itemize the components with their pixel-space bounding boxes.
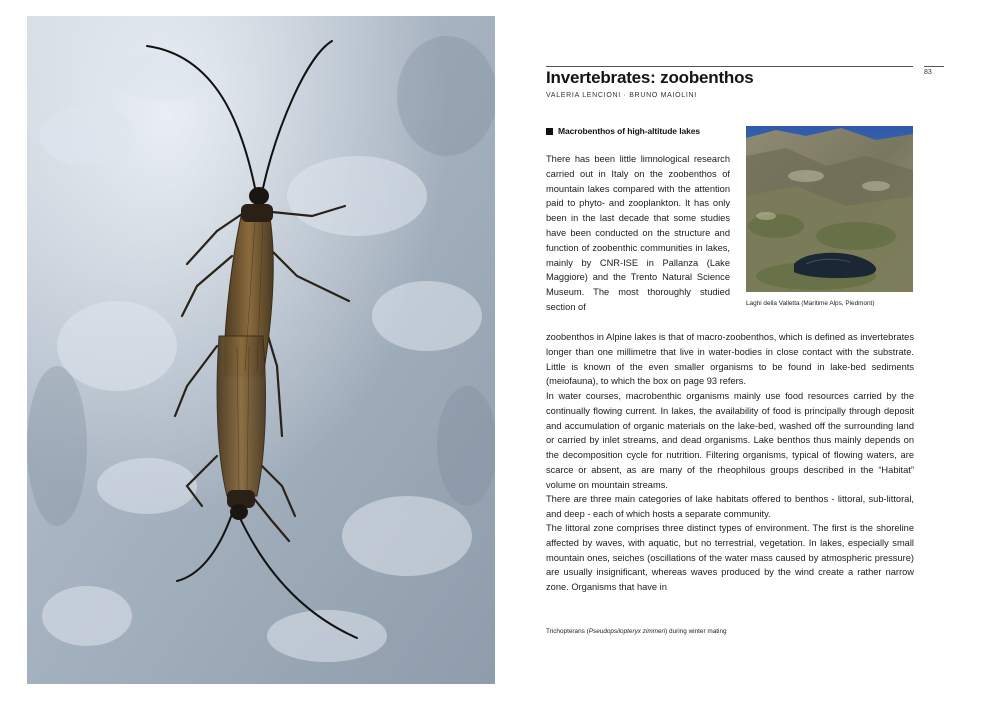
square-bullet-icon (546, 128, 553, 135)
section-heading-text: Macrobenthos of high-altitude lakes (558, 126, 700, 136)
insect-caption-suffix: ) during winter mating (665, 628, 727, 635)
body-paragraph-4: The littoral zone comprises three distinct types of environment. The first is the shoreline affected by waves, with aquatic, but no terrestrial, vegetation. In lakes, especially small mountain ones, seiches (oscillations of the water mass caused by atmospheric pressure) are usually insignificant, whereas waves produced by the wind create a rather narrow zone. Organisms that have in (546, 523, 914, 593)
body-paragraph-2: In water courses, macrobenthic organisms mainly use food resources carried by the continually flowing current. In lakes, the availability of food is principally through deposit and accumulation of organic materials on the lake-bed, washed off the surrounding land or carried by inlet streams, and dead organisms. Lake benthos thus mainly depends on the decomposition cycle for nutrition. Filtering organisms, typical of flowing waters, are scarce or absent, as are many of the rheophilous groups described in the “Habitat” volume on mountain streams. (546, 391, 914, 490)
insect-caption-species: Pseudopsilopteryx zimmeri (588, 628, 666, 635)
body-paragraph-1-wide: zoobenthos in Alpine lakes is that of macro-zoobenthos, which is defined as invertebrates longer than one millimetre that live in water-bodies in close contact with the substrate. Little is known of the even smaller organisms to be found in lake-bed sediments (meiofauna), to which the box on page 93 refers. (546, 332, 914, 387)
page-number: 83 (924, 66, 944, 77)
section-heading (546, 126, 700, 136)
page-title: Invertebrates: zoobenthos (546, 68, 754, 87)
authors: VALERIA LENCIONI · BRUNO MAIOLINI (546, 92, 697, 99)
lake-photo (746, 126, 913, 292)
header-rule (546, 66, 913, 67)
body-paragraph-1-narrow: There has been little limnological research carried out in Italy on the zoobenthos of mountain lakes compared with the attention paid to phyto- and zooplankton. It has only been in the last decade that some studies have been conducted on the structure and function of zoobenthic communities in lakes, mainly by CNR-ISE in Pallanza (Lake Maggiore) and the Trento Natural Science Museum. The most thoroughly studied section of (546, 154, 730, 312)
insect-photo-caption (546, 628, 727, 635)
body-paragraph-3: There are three main categories of lake habitats offered to benthos - littoral, sub-littoral, and deep - each of which hosts a separate community. (546, 494, 914, 519)
lake-photo-caption: Laghi della Valletta (Maritime Alps, Piedmont) (746, 300, 875, 307)
insect-caption-prefix: Trichopterans ( (546, 628, 589, 635)
insect-photo (27, 16, 495, 684)
